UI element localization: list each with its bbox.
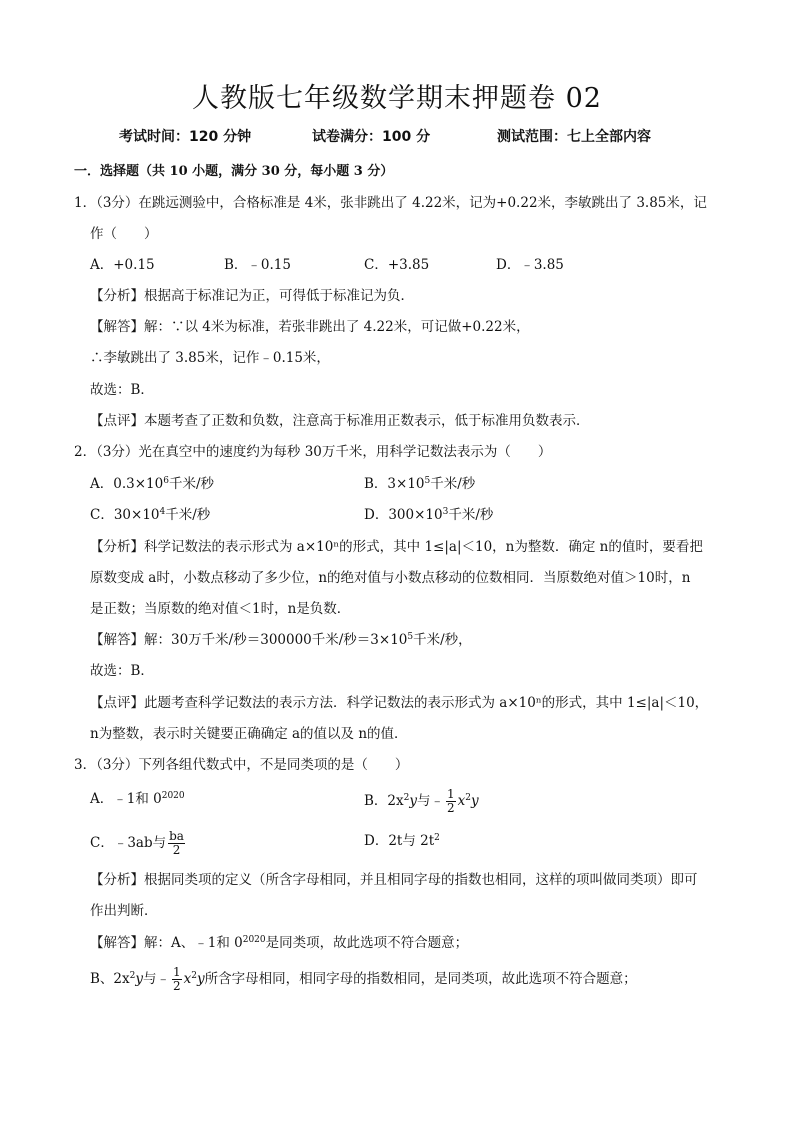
answer-tag: 【解答】	[90, 319, 144, 335]
comment-tag: 【点评】	[90, 413, 144, 429]
q3-answer-b-text: B、2x	[90, 971, 130, 987]
q2-stem: 2．（3分）光在真空中的速度约为每秒 30万千米，用科学记数法表示为（ ）	[74, 444, 552, 460]
q3-b-fraction	[446, 788, 456, 815]
q2-option-c	[90, 506, 210, 524]
answer-tag: 【解答】	[90, 935, 144, 951]
q1-answer	[90, 318, 530, 336]
q2-option-b	[364, 475, 475, 493]
q3-a-base: A．﹣1和 0	[90, 791, 162, 807]
q3-answer-a-exponent: 2020	[242, 935, 266, 945]
q3-c-fraction	[168, 830, 185, 857]
q3-option-a	[90, 790, 185, 808]
q1-option-b: B．﹣0.15	[224, 257, 291, 273]
q2-option-d	[364, 506, 493, 524]
q2-d-unit: 千米/秒	[448, 507, 494, 523]
fraction-numerator: 1	[447, 787, 455, 801]
q1-comment-text: 本题考查了正数和负数，注意高于标准用正数表示，低于标准用负数表示．	[144, 413, 590, 429]
q2-a-exponent: 6	[163, 476, 169, 486]
q2-a-base: A．0.3×10	[90, 476, 164, 492]
q3-d-exponent: 2	[434, 833, 440, 843]
analysis-tag: 【分析】	[90, 872, 144, 888]
q3-a-exponent: 2020	[161, 791, 185, 801]
q3-answer-b-var3: y	[197, 971, 205, 987]
q3-b-connector: 与﹣	[417, 793, 444, 809]
q2-answer-exponent: 5	[407, 632, 414, 642]
section-heading: 一．选择题（共 10 小题，满分 30 分，每小题 3 分）	[74, 164, 394, 179]
q3-answer-b-var2: x	[183, 971, 192, 987]
analysis-tag: 【分析】	[90, 288, 144, 304]
exam-full-score: 试卷满分：100 分	[312, 129, 431, 145]
q3-stem: 3．（3分）下列各组代数式中，不是同类项的是（ ）	[74, 757, 409, 773]
q3-option-c	[90, 830, 187, 857]
q3-analysis	[90, 871, 698, 889]
q2-analysis-text: 科学记数法的表示形式为 a×10ⁿ的形式，其中 1≤|a|＜10，n为整数．确定 n的值时，要看把	[144, 539, 703, 555]
q2-b-base: B．3×10	[364, 476, 425, 492]
fraction-numerator: ba	[169, 829, 184, 843]
q1-answer-text: 解：∵以 4米为标准，若张非跳出了 4.22米，可记做+0.22米，	[144, 319, 530, 335]
q2-choose: 故选：B．	[90, 663, 154, 679]
q2-b-exponent: 5	[424, 476, 431, 486]
q3-answer-b-fraction	[172, 966, 182, 993]
q3-option-d	[364, 832, 440, 850]
q2-c-unit: 千米/秒	[165, 507, 211, 523]
q2-d-exponent: 3	[442, 507, 449, 517]
q3-b-var: y	[409, 793, 417, 809]
q3-b-exponent2: 2	[465, 793, 471, 803]
q1-option-d: D．﹣3.85	[496, 257, 564, 273]
q3-answer	[90, 934, 468, 952]
q3-d-base: D．2t与 2t	[364, 833, 435, 849]
q3-b-var3: y	[471, 793, 479, 809]
q3-answer-b-exponent2: 2	[191, 971, 197, 981]
q2-comment	[90, 694, 708, 712]
answer-tag: 【解答】	[90, 632, 144, 648]
q3-answer-b-conclusion: 所含字母相同，相同字母的指数相同，是同类项，故此选项不符合题意；	[204, 971, 637, 987]
q3-option-b	[364, 788, 479, 815]
fraction-denominator: 2	[173, 979, 181, 993]
q2-option-a	[90, 475, 214, 493]
q1-comment	[90, 412, 590, 430]
q3-b-var2: x	[457, 793, 466, 809]
document-title: 人教版七年级数学期末押题卷 02	[192, 83, 602, 114]
q2-analysis-line2: 原数变成 a时，小数点移动了多少位，n的绝对值与小数点移动的位数相同．当原数绝对值＞10时，n	[90, 570, 691, 586]
q3-c-base: C．﹣3ab与	[90, 835, 167, 851]
q1-option-c: C．+3.85	[364, 257, 430, 273]
q3-b-exponent: 2	[403, 793, 410, 803]
q2-answer-unit: 千米/秒，	[413, 632, 472, 648]
fraction-numerator: 1	[173, 965, 181, 979]
q3-analysis-text: 根据同类项的定义（所含字母相同，并且相同字母的指数也相同，这样的项叫做同类项）即可	[144, 872, 698, 888]
q2-comment-text: 此题考查科学记数法的表示方法．科学记数法的表示形式为 a×10ⁿ的形式，其中 1≤|a|＜10，	[144, 695, 709, 711]
q1-option-a: A．+0.15	[90, 257, 155, 273]
q2-b-unit: 千米/秒	[430, 476, 476, 492]
q3-answer-line2	[90, 966, 637, 993]
q1-stem-line1: 1．（3分）在跳远测验中，合格标准是 4米，张非跳出了 4.22米，记为+0.22米，李敏跳出了 3.85米，记	[74, 195, 707, 211]
q2-comment-line2: n为整数，表示时关键要正确确定 a的值以及 n的值．	[90, 726, 408, 742]
fraction-denominator: 2	[172, 843, 181, 857]
q1-analysis	[90, 287, 414, 305]
q1-analysis-text: 根据高于标准记为正，可得低于标准记为负．	[144, 288, 414, 304]
q2-a-unit: 千米/秒	[168, 476, 215, 492]
analysis-tag: 【分析】	[90, 539, 144, 555]
q1-choose: 故选：B．	[90, 382, 154, 398]
q3-answer-b-connector: 与﹣	[143, 971, 170, 987]
q1-answer-line2: ∴李敏跳出了 3.85米，记作﹣0.15米，	[90, 350, 330, 366]
q3-b-base: B．2x	[364, 793, 404, 809]
q2-answer-text: 解：30万千米/秒＝300000千米/秒＝3×10	[144, 632, 408, 648]
q2-c-base: C．30×10	[90, 507, 160, 523]
exam-scope: 测试范围：七上全部内容	[497, 129, 651, 145]
fraction-denominator: 2	[447, 801, 455, 815]
q2-answer	[90, 631, 472, 649]
q2-c-exponent: 4	[159, 507, 166, 517]
exam-time: 考试时间：120 分钟	[119, 129, 252, 145]
comment-tag: 【点评】	[90, 695, 144, 711]
q3-answer-b-var: y	[135, 971, 143, 987]
q2-analysis-line3: 是正数；当原数的绝对值＜1时，n是负数．	[90, 601, 351, 617]
q1-stem-line2: 作（ ）	[90, 226, 158, 242]
q3-answer-a-conclusion: 是同类项，故此选项不符合题意；	[265, 935, 469, 951]
q3-answer-b-exponent: 2	[129, 971, 136, 981]
q3-analysis-line2: 作出判断．	[90, 903, 158, 919]
q2-d-base: D．300×10	[364, 507, 443, 523]
q2-analysis	[90, 538, 703, 556]
q3-answer-a-text: 解：A、﹣1和 0	[144, 935, 243, 951]
